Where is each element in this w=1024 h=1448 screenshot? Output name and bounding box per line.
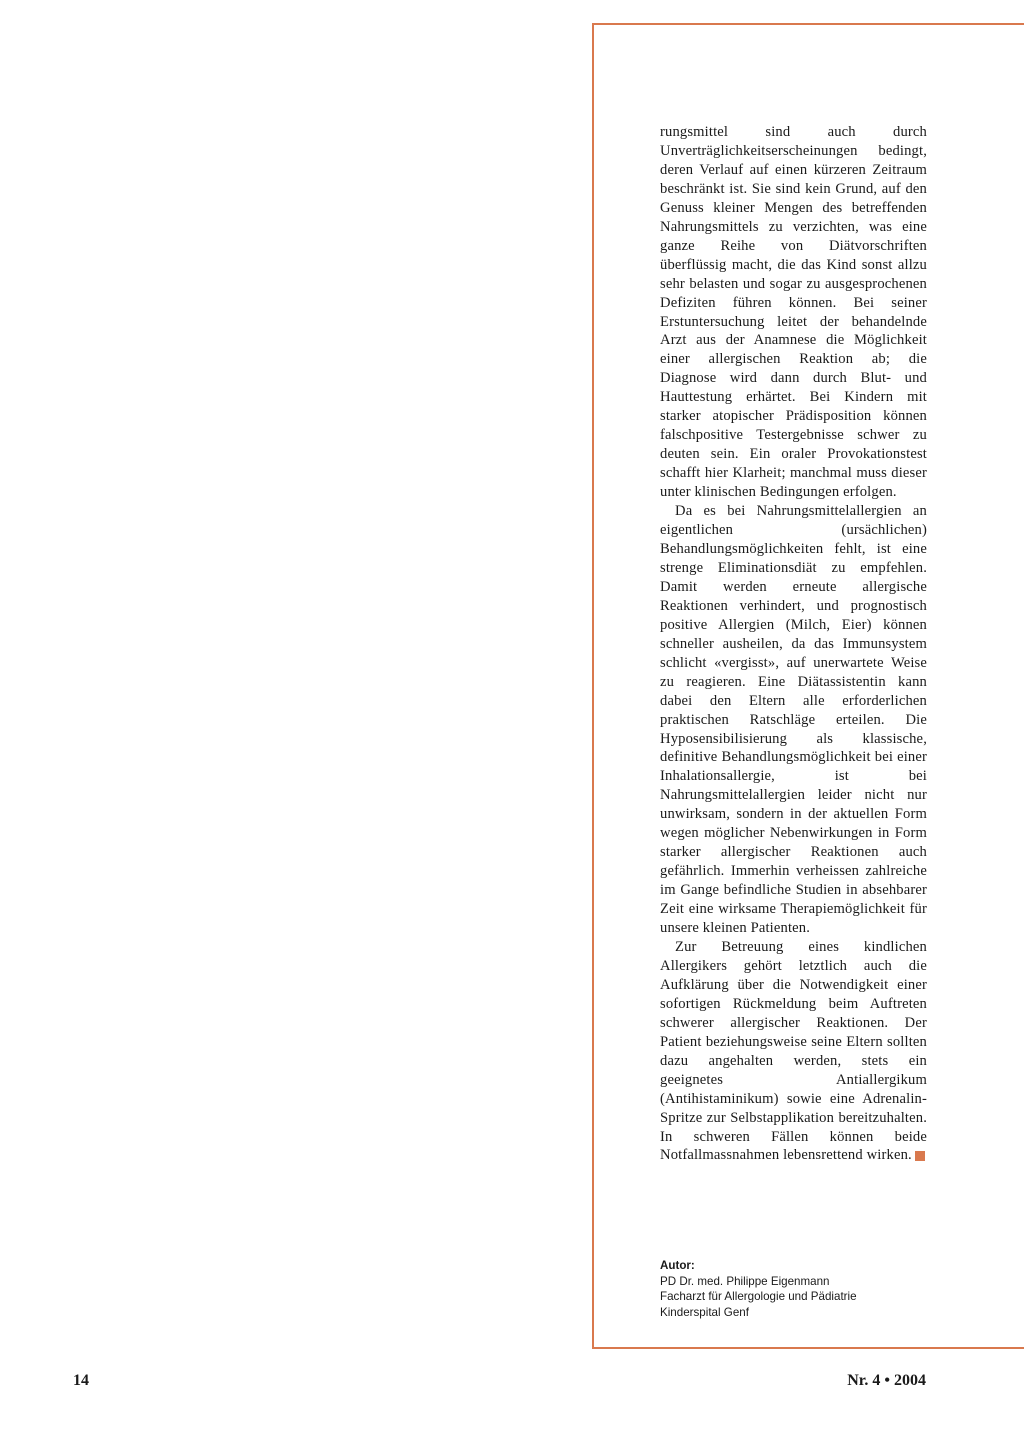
author-block <box>660 1258 960 1320</box>
end-of-article-square-icon <box>915 1151 925 1161</box>
article-paragraph-3 <box>660 938 927 1165</box>
page-number: 14 <box>73 1372 89 1389</box>
issue-label: Nr. 4 • 2004 <box>847 1372 926 1389</box>
author-name: PD Dr. med. Philippe Eigenmann <box>660 1274 830 1288</box>
article-column <box>660 123 927 1165</box>
article-paragraph-1: rungsmittel sind auch durch Unverträglichkeitserscheinungen bedingt, deren Verlauf auf einen kürzeren Zeitraum beschränkt ist. Sie sind kein Grund, auf den Genuss kleiner Mengen des betreffenden Nahrungsmittels zu verzichten, was eine ganze Reihe von Diätvorschriften überflüssig macht, die das Kind sonst allzu sehr belasten und sogar zu ausgesprochenen Defiziten führen können. Bei seiner Erstuntersuchung leitet der behandelnde Arzt aus der Anamnese die Möglichkeit einer allergischen Reaktion ab; die Diagnose wird dann durch Blut- und Hauttestung erhärtet. Bei Kindern mit starker atopischer Prädisposition können falschpositive Testergebnisse schwer zu deuten sein. Ein oraler Provokationstest schafft hier Klarheit; manchmal muss dieser unter klinischen Bedingungen erfolgen. <box>660 124 927 501</box>
author-institution: Kinderspital Genf <box>660 1305 749 1319</box>
article-paragraph-3-text: Zur Betreuung eines kindlichen Allergikers gehört letztlich auch die Aufklärung über die Notwendigkeit einer sofortigen Rückmeldung beim Auftreten schwerer allergischer Reaktionen. Der Patient beziehungsweise seine Eltern sollten dazu angehalten werden, stets ein geeignetes Antiallergikum (Antihistaminikum) sowie eine Adrenalin-Spritze zur Selbstapplikation bereitzuhalten. In schweren Fällen können beide Notfallmassnahmen lebensrettend wirken. <box>660 938 927 1164</box>
author-heading: Autor: <box>660 1259 695 1272</box>
article-paragraph-2: Da es bei Nahrungsmittelallergien an eigentlichen (ursächlichen) Behandlungsmöglichkeiten fehlt, ist eine strenge Eliminationsdiät zu empfehlen. Damit werden erneute allergische Reaktionen verhindert, und prognostisch positive Allergien (Milch, Eier) können schneller ausheilen, da das Immunsystem schlicht «vergisst», auf unerwartete Weise zu reagieren. Eine Diätassistentin kann dabei den Eltern alle erforderlichen praktischen Ratschläge erteilen. Die Hyposensibilisierung als klassische, definitive Behandlungsmöglichkeit bei einer Inhalationsallergie, ist bei Nahrungsmittelallergien leider nicht nur unwirksam, sondern in der aktuellen Form wegen möglicher Nebenwirkungen in Form starker allergischer Reaktionen auch gefährlich. Immerhin verheissen zahlreiche im Gange befindliche Studien in absehbarer Zeit eine wirksame Therapiemöglichkeit für unsere kleinen Patienten. <box>660 503 927 937</box>
author-title: Facharzt für Allergologie und Pädiatrie <box>660 1290 857 1303</box>
